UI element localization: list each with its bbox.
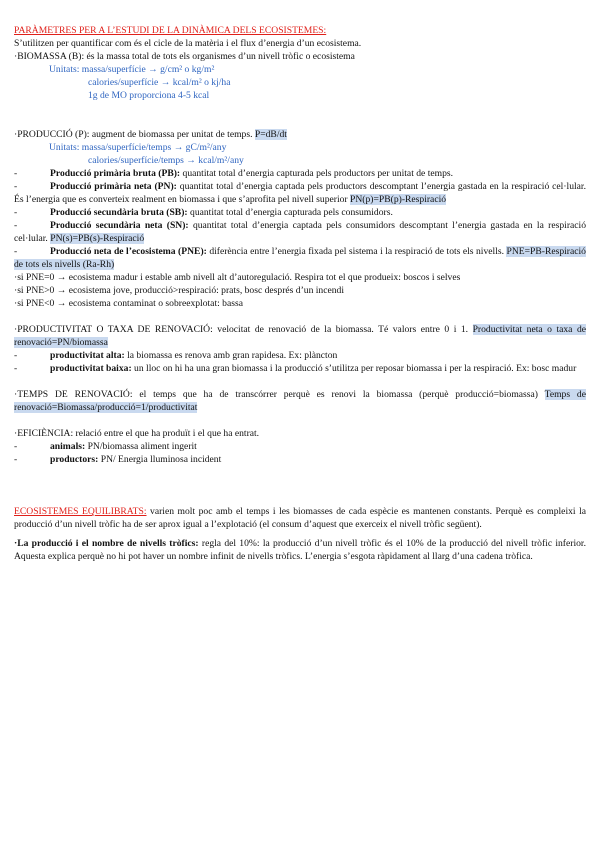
pne-formula: PNE=PB-Respiració de tots els nivells (Ra-Rh) [14,246,586,270]
productors-text: PN/ Energia lluminosa incident [100,454,222,465]
eficiencia-productors [14,453,586,466]
pn-formula: PN(p)=PB(p)-Respiració [350,194,447,205]
produccio-text: ·PRODUCCIÓ (P): augment de biomassa per unitat de temps. [14,129,253,140]
baixa-label: productivitat baixa: [50,363,132,374]
equilibrats-paragraph [14,505,586,531]
produccio-definition [14,128,586,141]
sb-text: quantitat total d’energia capturada pels consumidors. [190,207,393,218]
pb-item [14,167,586,180]
dash: - [14,350,18,361]
dash: - [14,246,18,257]
biomassa-units-2: calories/superfície → kcal/m² o kj/ha [88,77,231,88]
sb-label: Producció secundària bruta (SB): [50,207,188,218]
dash: - [14,207,18,218]
pne-case-3: ·si PNE<0 → ecosistema contaminat o sobreexplotat: bassa [14,298,243,309]
pne-item [14,245,586,271]
intro-line: S’utilitzen per quantificar com és el cicle de la matèria i el flux d’energia d’un ecosistema. [14,38,362,49]
biomassa-units-1: Unitats: massa/superfície → g/cm² o kg/m² [49,64,215,75]
biomassa-definition [14,50,586,63]
spacer [14,466,586,479]
biomassa-text: : és la massa total de tots els organismes d’un nivell tròfic o ecosistema [81,51,355,62]
biomassa-units-3: 1g de MO proporciona 4-5 kcal [88,90,210,101]
dash: - [14,168,18,179]
animals-text: PN/biomassa aliment ingerit [87,441,197,452]
productivitat-formula: Productivitat neta o taxa de renovació=PN/biomassa [14,324,586,348]
sn-text: quantitat total d’energia captada pels consumidors descomptant l’energia gastada en la respiració cel·lular. [14,220,586,244]
dash: - [14,441,18,452]
productivitat-text: ·PRODUCTIVITAT O TAXA DE RENOVACIÓ: velocitat de renovació de la biomassa. Té valors entre 0 i 1. [14,324,469,335]
temps-definition [14,388,586,414]
animals-label: animals: [50,441,86,452]
section-title [14,24,586,37]
spacer [14,115,586,128]
eficiencia-animals [14,440,586,453]
dash: - [14,181,18,192]
rule-label: ·La producció i el nombre de nivells tròfics: [14,538,199,549]
pne-case-1: ·si PNE=0 → ecosistema madur i estable amb nivell alt d’autoregulació. Respira tot el que produeix: boscos i selves [14,272,461,283]
sn-formula: PN(s)=PB(s)-Respiració [50,233,145,244]
pne-label: Producció neta de l’ecosistema (PNE): [50,246,207,257]
dash: - [14,363,18,374]
baixa-text: un lloc on hi ha una gran biomassa i la producció s’utilitza per reposar biomassa i per la respiració. Ex: bosc madur [134,363,577,374]
dash: - [14,454,18,465]
pb-text: quantitat total d’energia capturada pels productors per unitat de temps. [182,168,454,179]
title-text: PARÀMETRES PER A L’ESTUDI DE LA DINÀMICA DELS ECOSISTEMES: [14,25,327,36]
rule-text: regla del 10%: la producció d’un nivell tròfic és el 10% de la producció del nivell tròfic inferior. Aquesta explica perquè no hi pot haver un nombre infinit de nivells tròfics. L’energia s’esgota ràpidament al llarg d’una cadena tròfica. [14,538,586,562]
sb-item [14,206,586,219]
rule-paragraph [14,537,586,563]
productivitat-baixa [14,362,586,375]
produccio-units-2: calories/superfície/temps → kcal/m²/any [88,155,244,166]
equilibrats-title: ECOSISTEMES EQUILIBRATS: [14,506,147,517]
eficiencia-definition: ·EFICIÈNCIA: relació entre el que ha produït i el que ha entrat. [14,428,260,439]
productivitat-alta [14,349,586,362]
document-page [14,24,586,563]
spacer [14,310,586,323]
pne-text: diferència entre l’energia fixada pel sistema i la respiració de tots els nivells. [209,246,504,257]
spacer [14,375,586,388]
productors-label: productors: [50,454,99,465]
pb-label: Producció primària bruta (PB): [50,168,181,179]
biomassa-label: ·BIOMASSA (B) [14,51,82,62]
sn-item [14,219,586,245]
pn-text: quantitat total d’energia captada pels productors descomptant l’energia gastada en la respiració cel·lular. És l’energia que es converteix realment en biomassa i que s’aprofita pel nivell superior [14,181,586,205]
productivitat-definition [14,323,586,349]
temps-text: ·TEMPS DE RENOVACIÓ: el temps que ha de transcórrer perquè es renovi la biomassa (perquè producció=biomassa) [14,389,538,400]
temps-formula: Temps de renovació=Biomassa/producció=1/productivitat [14,389,586,413]
produccio-units-1: Unitats: massa/superfície/temps → gC/m²/any [49,142,227,153]
equilibrats-text: varien molt poc amb el temps i les biomasses de cada espècie es mantenen constants. Perquè es compleixi la producció d’un nivell tròfic ha de ser aprox igual a l’explotació (el consum d’aquest que exerceix el nivell tròfic següent). [14,506,587,530]
spacer [14,102,586,115]
alta-text: la biomassa es renova amb gran rapidesa. Ex: plàncton [127,350,338,361]
spacer [14,414,586,427]
produccio-formula: P=dB/dt [254,129,287,140]
alta-label: productivitat alta: [50,350,125,361]
spacer [14,479,586,492]
spacer [14,492,586,505]
pn-label: Producció primària neta (PN): [50,181,177,192]
dash: - [14,220,18,231]
sn-label: Producció secundària neta (SN): [50,220,189,231]
pn-item [14,180,586,206]
pne-case-2: ·si PNE>0 → ecosistema jove, producció>respiració: prats, bosc després d’un incendi [14,285,344,296]
